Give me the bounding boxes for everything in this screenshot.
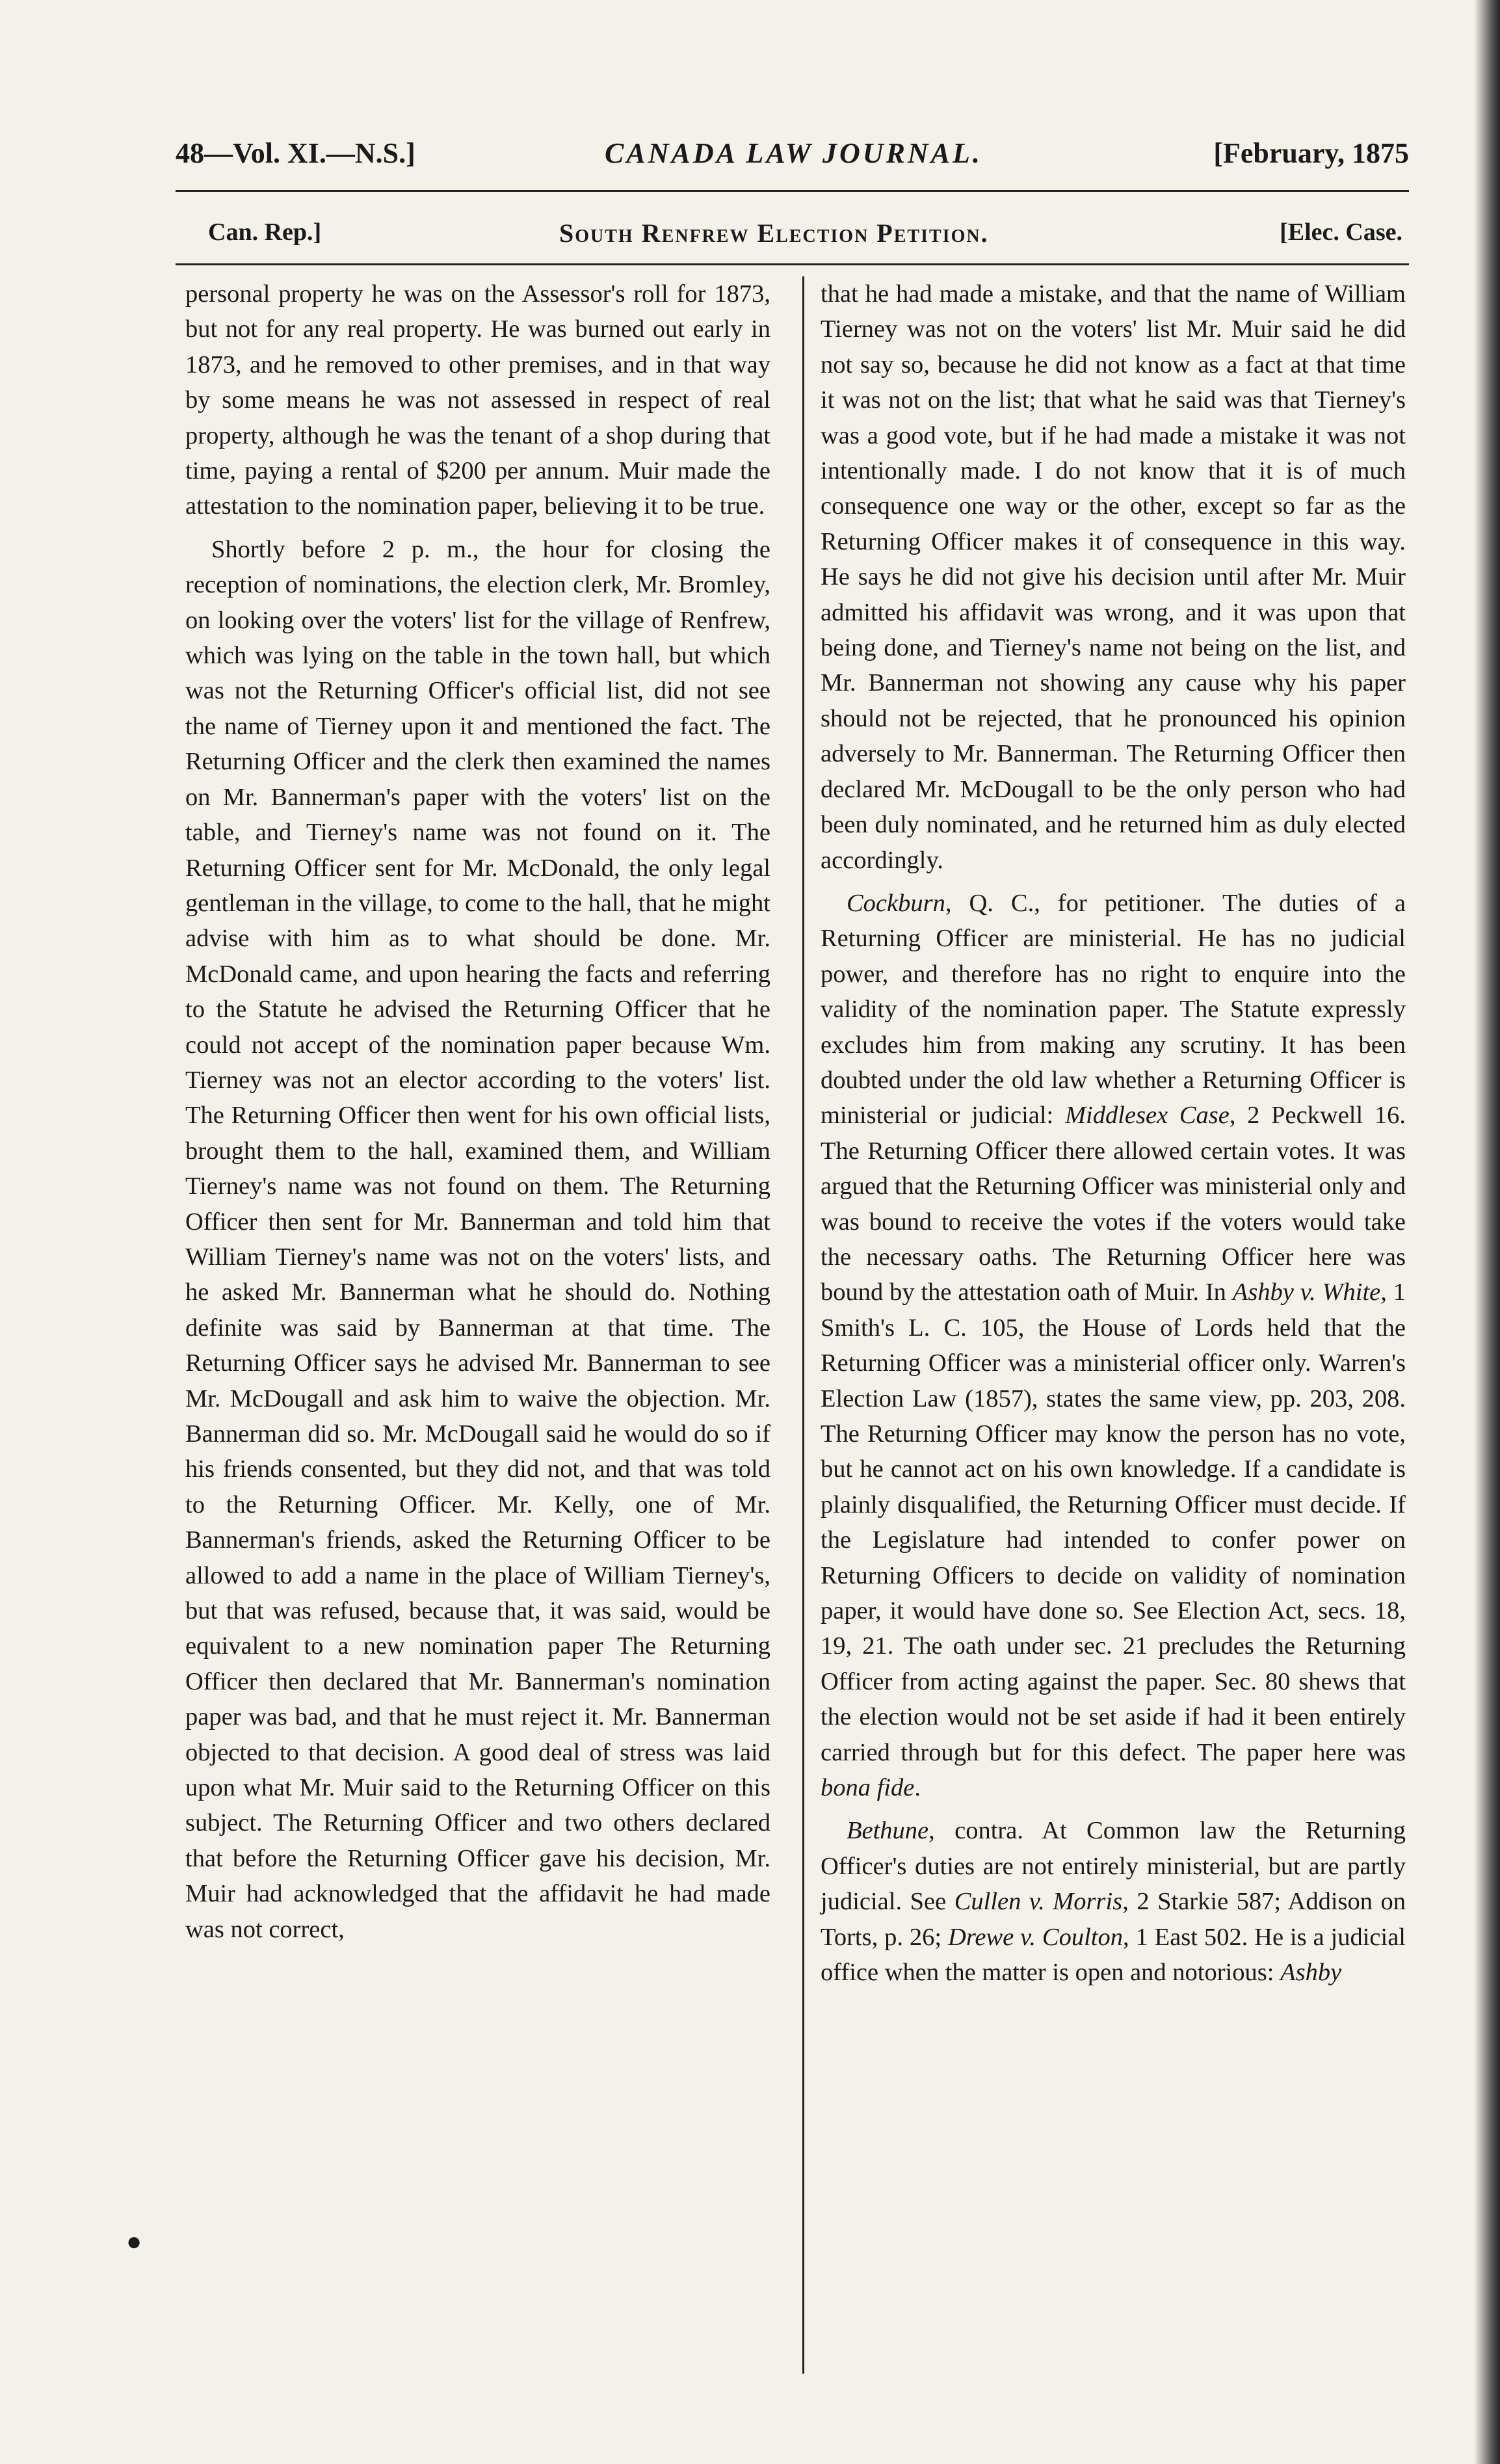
running-header — [176, 137, 1409, 182]
case-citation: Middlesex Case — [1064, 1102, 1230, 1130]
case-citation: Ashby v. White — [1232, 1278, 1381, 1306]
case-citation: Drewe v. Coulton — [948, 1923, 1123, 1951]
case-title: South Renfrew Election Petition. — [559, 219, 989, 248]
column-divider — [802, 276, 804, 2374]
counsel-name: Bethune — [847, 1817, 929, 1845]
section-rule — [176, 263, 1409, 265]
right-column — [821, 276, 1406, 1998]
counsel-name: Cockburn — [847, 889, 945, 917]
page-volume: 48—Vol. XI.—N.S.] — [176, 137, 415, 169]
paragraph: Cockburn, Q. C., for petitioner. The duties of a Returning Officer are ministerial. He has no judicial power, and therefore has no right to enquire into the validity of the nomination paper. The Statute expressly excludes him from making any scrutiny. It has been doubted under the old law whether a Returning Officer is ministerial or judicial: Middlesex Case, 2 Peckwell 16. The Returning Officer there allowed certain votes. It was argued that the Returning Officer was ministerial only and was bound to receive the votes if the voters would take the necessary oaths. The Returning Officer here was bound by the attestation oath of Muir. In Ashby v. White, 1 Smith's L. C. 105, the House of Lords held that the Returning Officer was a ministerial officer only. Warren's Election Law (1857), states the same view, pp. 203, 208. The Returning Officer may know the person has no vote, but he cannot act on his own knowledge. If a candidate is plainly disqualified, the Returning Officer must decide. If the Legislature had intended to confer power on Returning Officers to decide on validity of nomination paper, it would have done so. See Election Act, secs. 18, 19, 21. The oath under sec. 21 precludes the Returning Officer from acting against the paper. Sec. 80 shews that the election would not be set aside if had it been entirely carried through but for this defect. The paper here was bona fide. — [821, 889, 1406, 1802]
margin-mark-icon: ● — [126, 2227, 142, 2256]
paragraph: personal property he was on the Assessor's roll for 1873, but not for any real property. He was burned out early in 1873, and he removed to other premises, and in that way by some means he was not assessed in respect of real property, although he was the tenant of a shop during that time, paying a rental of $200 per annum. Muir made the attestation to the nomination paper, believing it to be true. — [185, 280, 770, 520]
left-column — [185, 276, 770, 1955]
case-type: [Elec. Case. — [1280, 219, 1402, 246]
latin-term: bona fide — [821, 1774, 915, 1802]
case-citation: Ashby — [1280, 1959, 1342, 1987]
header-rule — [176, 190, 1409, 192]
paragraph: that he had made a mistake, and that the name of William Tierney was not on the voters' list Mr. Muir said he did not say so, because he did not know as a fact at that time it was not on the list; that what he said was that Tierney's was a good vote, but if he had made a mistake it was not intentionally made. I do not know that it is of much consequence one way or the other, except so far as the Returning Officer makes it of consequence in this way. He says he did not give his decision until after Mr. Muir admitted his affidavit was wrong, and it was upon that being done, and Tierney's name not being on the list, and Mr. Bannerman not showing any cause why his paper should not be rejected, that he pronounced his opinion adversely to Mr. Bannerman. The Returning Officer then declared Mr. McDougall to be the only person who had been duly nominated, and he returned him as duly elected accordingly. — [821, 280, 1406, 874]
page-edge-shadow — [1474, 0, 1500, 2464]
paragraph: Bethune, contra. At Common law the Returning Officer's duties are not entirely ministerial, but are partly judicial. See Cullen v. Morris, 2 Starkie 587; Addison on Torts, p. 26; Drewe v. Coulton, 1 East 502. He is a judicial office when the matter is open and notorious: Ashby — [821, 1817, 1406, 1987]
journal-title: CANADA LAW JOURNAL. — [605, 137, 982, 169]
section-header — [195, 218, 1402, 257]
paragraph: Shortly before 2 p. m., the hour for closing the reception of nominations, the election clerk, Mr. Bromley, on looking over the voters' list for the village of Renfrew, which was lying on the table in the town hall, but which was not the Returning Officer's official list, did not see the name of Tierney upon it and mentioned the fact. The Returning Officer and the clerk then examined the names on Mr. Bannerman's paper with the voters' list on the table, and Tierney's name was not found on it. The Returning Officer sent for Mr. McDonald, the only legal gentleman in the village, to come to the hall, that he might advise with him as to what should be done. Mr. McDonald came, and upon hearing the facts and referring to the Statute he advised the Returning Officer that he could not accept of the nomination paper because Wm. Tierney was not an elector according to the voters' list. The Returning Officer then went for his own official lists, brought them to the hall, examined them, and William Tierney's name was not found on them. The Returning Officer then sent for Mr. Bannerman and told him that William Tierney's name was not on the voters' lists, and he asked Mr. Bannerman what he should do. Nothing definite was said by Bannerman at that time. The Returning Officer says he advised Mr. Bannerman to see Mr. McDougall and ask him to waive the objection. Mr. Bannerman did so. Mr. McDougall said he would do so if his friends consented, but they did not, and that was told to the Returning Officer. Mr. Kelly, one of Mr. Bannerman's friends, asked the Returning Officer to be allowed to add a name in the place of William Tierney's, but that was refused, because that, it was said, would be equivalent to a new nomination paper The Returning Officer then declared that Mr. Bannerman's nomination paper was bad, and that he must reject it. Mr. Bannerman objected to that decision. A good deal of stress was laid upon what Mr. Muir said to the Returning Officer on this subject. The Returning Officer and two others declared that before the Returning Officer gave his decision, Mr. Muir had acknowledged that the affidavit he had made was not correct, — [185, 535, 770, 1943]
issue-date: [February, 1875 — [1213, 137, 1409, 169]
report-name: Can. Rep.] — [208, 219, 322, 246]
case-citation: Cullen v. Morris — [954, 1888, 1123, 1916]
